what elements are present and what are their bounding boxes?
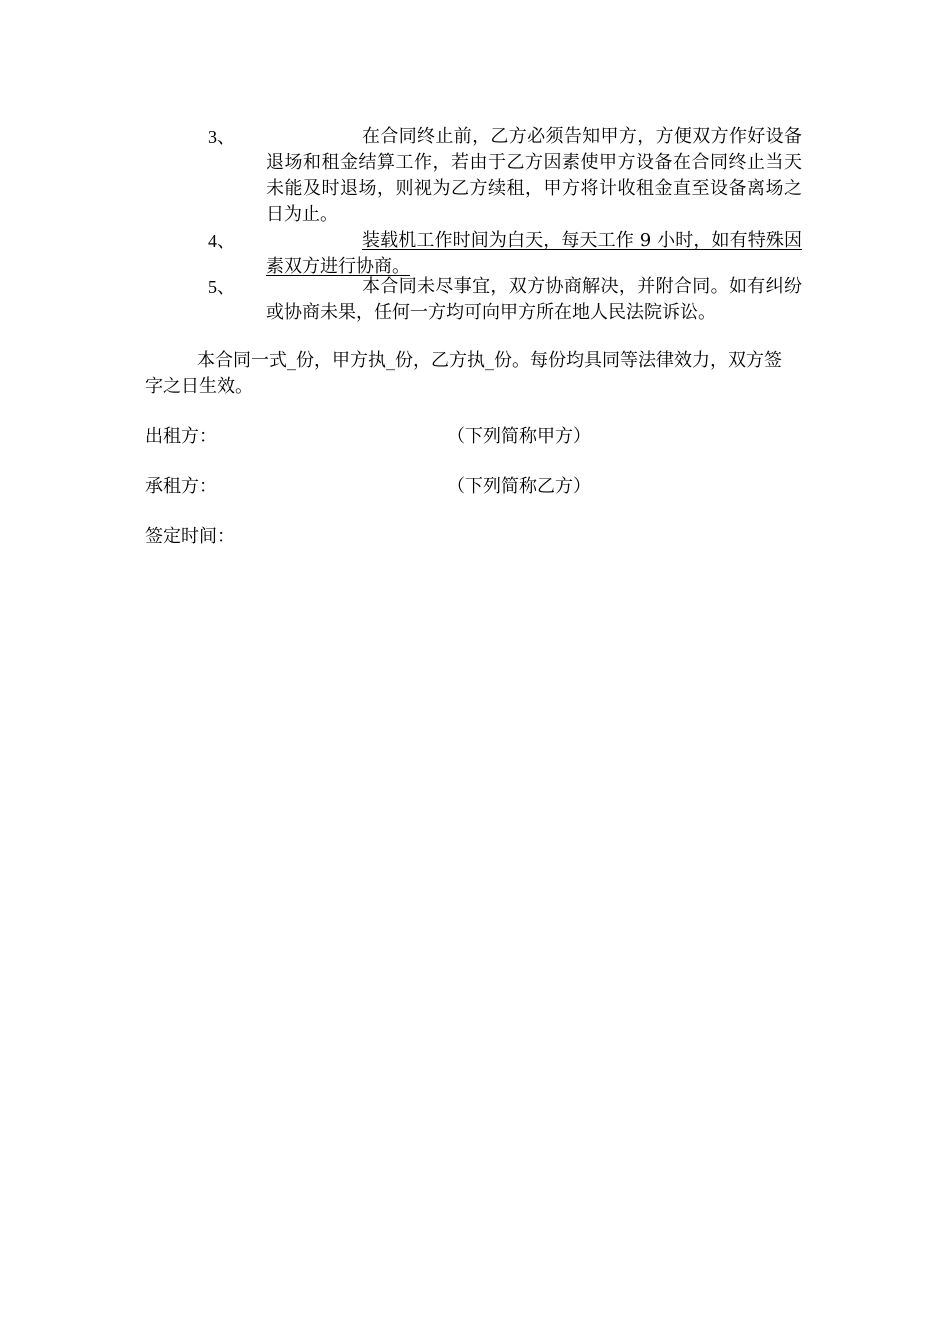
clause-4 xyxy=(208,228,808,280)
closing-paragraph: 本合同一式_份，甲方执_份，乙方执_份。每份均具同等法律效力，双方签字之日生效。 xyxy=(145,350,782,397)
clause-text: 在合同终止前，乙方必须告知甲方，方便双方作好设备退场和租金结算工作，若由于乙方因素使甲方设备在合同终止当天未能及时退场，则视为乙方续租，甲方将计收租金直至设备离场之日为止。 xyxy=(266,126,802,225)
lessor-note: （下列简称甲方） xyxy=(447,426,591,447)
clause-number: 5、 xyxy=(208,277,235,297)
signing-time-label: 签定时间： xyxy=(145,526,235,547)
clause-5 xyxy=(208,274,808,326)
clause-number: 3、 xyxy=(208,127,235,147)
clause-3 xyxy=(208,124,808,228)
clause-text: 本合同未尽事宜，双方协商解决，并附合同。如有纠纷或协商未果，任何一方均可向甲方所在地人民法院诉讼。 xyxy=(266,276,802,323)
clause-text: 装载机工作时间为白天，每天工作 9 小时，如有特殊因素双方进行协商。 xyxy=(266,230,802,277)
lessee-note: （下列简称乙方） xyxy=(447,476,591,497)
lessor-label: 出租方： xyxy=(145,426,217,447)
lessee-label: 承租方： xyxy=(145,476,217,497)
clause-number: 4、 xyxy=(208,231,235,251)
